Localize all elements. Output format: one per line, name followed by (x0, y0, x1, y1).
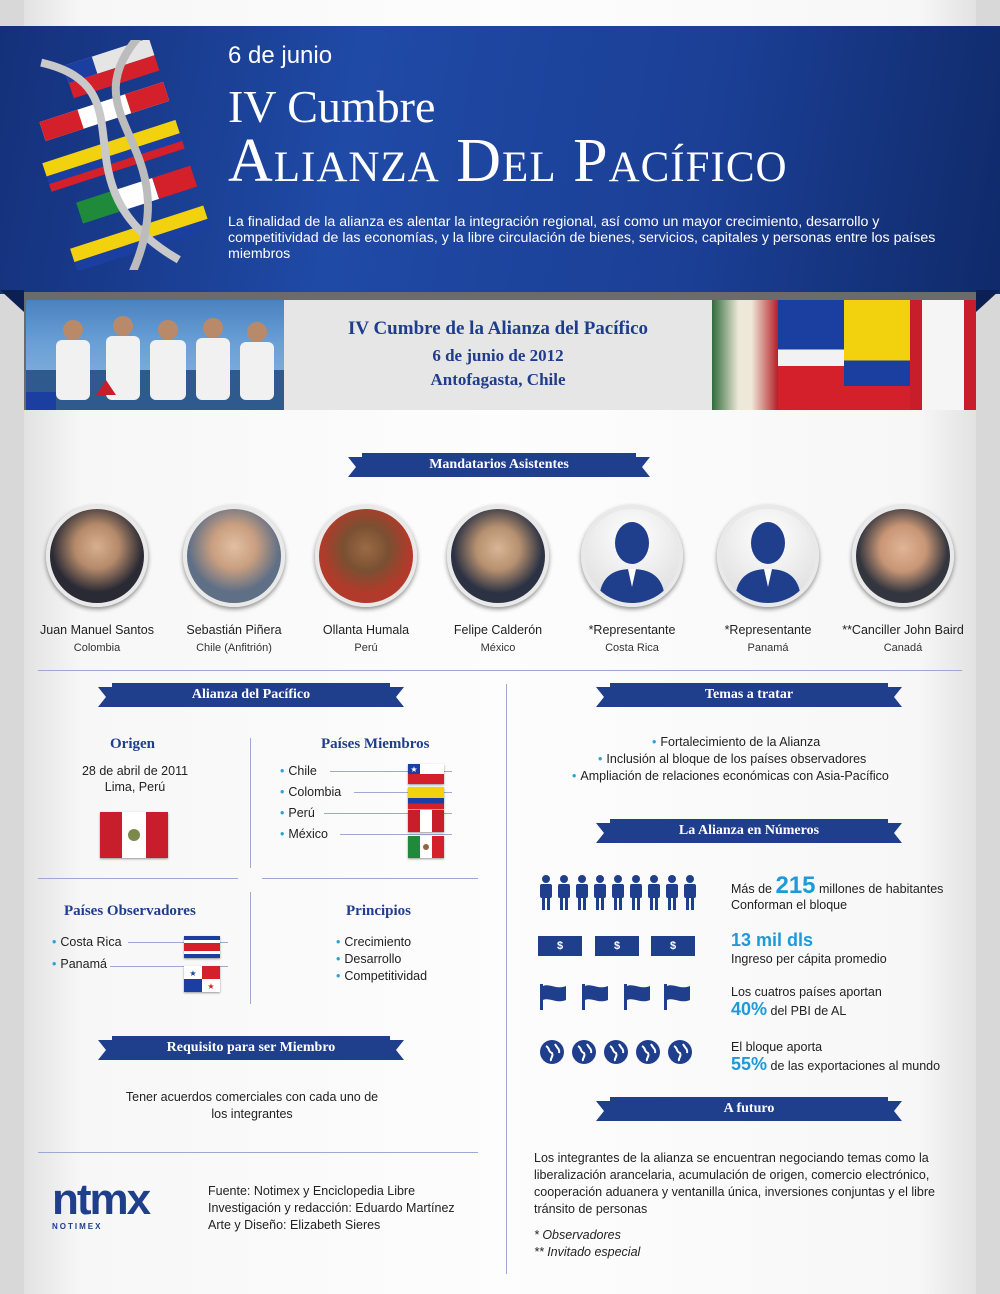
observer-panama: Panamá (60, 957, 107, 971)
member-flags-banner (712, 300, 976, 410)
leader-pinera (169, 505, 299, 654)
member-mexico: México (288, 827, 328, 841)
costa-rica-flag-icon (184, 936, 220, 958)
leader-baird (838, 505, 968, 654)
svg-text:★: ★ (410, 765, 418, 774)
peru-flag-banner (910, 300, 976, 410)
futuro-text: Los integrantes de la alianza se encuentran negociando temas como la liberalización arancelaria, acumulación de origen, comercio electrónico, cooperación aduanera y ventanilla única, inversiones conjuntas y el libre tránsito de personas (534, 1151, 935, 1216)
leader-santos (32, 505, 162, 654)
header-title-line2: Alianza Del Pacífico (228, 127, 788, 195)
leaders-group-photo (26, 300, 284, 410)
leader-line (340, 834, 452, 835)
observer-costa-rica: Costa Rica (60, 935, 122, 949)
origen-title: Origen (110, 736, 155, 752)
leader-humala (301, 505, 431, 654)
peru-flag-small-icon (408, 810, 444, 832)
event-location: Antofagasta, Chile (430, 370, 566, 389)
ribbon-mandatarios: Mandatarios Asistentes (362, 453, 636, 477)
divider (262, 878, 478, 879)
stat3-post: del PBI de AL (770, 1004, 847, 1018)
requisito-line2: los integrantes (211, 1107, 293, 1121)
header-title-line1: IV Cumbre (228, 81, 436, 132)
footer-arte: Arte y Diseño: Elizabeth Sieres (208, 1218, 381, 1232)
peru-flag-icon (100, 812, 168, 858)
person-silhouette-icon (581, 505, 683, 607)
tema: Fortalecimiento de la Alianza (660, 735, 821, 749)
divider (250, 892, 251, 1004)
flag-helix-icon (34, 40, 224, 270)
flag-icons (540, 984, 694, 1010)
list-item: • Competitividad (336, 969, 428, 983)
stat1-post: millones de habitantes (819, 882, 944, 896)
footer-fuente: Fuente: Notimex y Enciclopedia Libre (208, 1184, 416, 1198)
stat1-pre: Más de (731, 882, 772, 896)
note-invitado: ** Invitado especial (534, 1245, 641, 1259)
divider (506, 684, 507, 1274)
footer-investigacion: Investigación y redacción: Eduardo Martínez (208, 1201, 455, 1215)
colombia-flag-banner (844, 300, 910, 410)
mexico-flag-banner (712, 300, 778, 410)
dollar-bill-icon: $ (651, 936, 695, 956)
avatar (46, 505, 148, 607)
list-item: • Chile (280, 764, 317, 778)
population-icons (538, 875, 700, 911)
leader-name: Ollanta Humala (322, 623, 410, 637)
ribbon-temas: Temas a tratar (610, 683, 888, 707)
dollar-bill-icon: $ (538, 936, 582, 956)
stat4-line1: El bloque aporta (731, 1040, 823, 1054)
list-item: • Crecimiento (336, 935, 412, 949)
list-item: • Fortalecimiento de la Alianza (652, 735, 821, 749)
chile-flag-icon (408, 764, 444, 784)
banner-fold-left (0, 290, 24, 312)
stat4-post: de las exportaciones al mundo (770, 1059, 941, 1073)
list-item: • Panamá (52, 957, 107, 971)
header-date: 6 de junio (228, 42, 333, 69)
stat4-row (731, 1054, 940, 1075)
observadores-title: Países Observadores (64, 903, 196, 919)
svg-text:★: ★ (207, 982, 215, 991)
logo-text: ntmx (52, 1175, 150, 1224)
mexico-flag-icon (408, 836, 444, 858)
header-intro: La finalidad de la alianza es alentar la integración regional, así como un mayor crecimiento, desarrollo y competitividad de las economías, y la libre circulación de bienes, servicios, capitales y personas entre los países miembros (228, 214, 936, 262)
divider (38, 1152, 478, 1153)
stat2-line2: Ingreso per cápita promedio (731, 952, 887, 966)
banner-fold-right (976, 290, 1000, 312)
leader-calderon (433, 505, 563, 654)
origen-place: Lima, Perú (104, 780, 166, 794)
tema: Inclusión al bloque de los países observadores (606, 752, 867, 766)
leader-costa-rica (567, 505, 697, 654)
leader-country: Perú (354, 642, 378, 654)
member-colombia: Colombia (288, 785, 342, 799)
requisito-line1: Tener acuerdos comerciales con cada uno de (125, 1090, 379, 1104)
note-observadores: * Observadores (534, 1228, 621, 1242)
svg-text:★: ★ (189, 969, 197, 978)
divider (38, 670, 962, 671)
avatar (315, 505, 417, 607)
stat-population (731, 872, 943, 900)
tema: Ampliación de relaciones económicas con Asia-Pacífico (580, 769, 889, 783)
notimex-logo (52, 1175, 150, 1231)
event-title: IV Cumbre de la Alianza del Pacífico (347, 318, 649, 339)
leader-country: Panamá (747, 642, 789, 654)
globe-icons (540, 1040, 692, 1066)
leader-name: Juan Manuel Santos (40, 623, 154, 637)
panama-flag-icon (184, 966, 220, 992)
event-info-panel (284, 300, 712, 410)
principio: Crecimiento (344, 935, 412, 949)
principio: Desarrollo (344, 952, 402, 966)
leader-panama (703, 505, 833, 654)
member-peru: Perú (288, 806, 315, 820)
ribbon-alianza: Alianza del Pacífico (112, 683, 390, 707)
leader-country: Chile (Anfitrión) (196, 642, 272, 654)
leader-country: Costa Rica (605, 642, 659, 654)
stat1-line2: Conforman el bloque (731, 898, 848, 912)
principio: Competitividad (344, 969, 428, 983)
stat2-value: 13 mil dls (731, 930, 814, 950)
list-item: • Inclusión al bloque de los países observadores (598, 752, 867, 766)
leader-country: México (480, 642, 516, 654)
dollar-bill-icon: $ (595, 936, 639, 956)
leader-name: Sebastián Piñera (186, 623, 282, 637)
avatar (447, 505, 549, 607)
ribbon-futuro: A futuro (610, 1097, 888, 1121)
leader-country: Colombia (73, 642, 121, 654)
stat3-line1: Los cuatros países aportan (731, 985, 882, 999)
leader-name: Felipe Calderón (453, 623, 543, 637)
logo-subtext: NOTIMEX (52, 1222, 103, 1231)
colombia-flag-icon (408, 787, 444, 809)
stat3-row (731, 999, 846, 1020)
list-item: • Ampliación de relaciones económicas con Asia-Pacífico (572, 769, 889, 783)
stat4-value: 55% (731, 1054, 768, 1074)
list-item: • Colombia (280, 785, 342, 799)
list-item: • Perú (280, 806, 315, 820)
ribbon-requisito: Requisito para ser Miembro (112, 1036, 390, 1060)
person-silhouette-icon (717, 505, 819, 607)
chile-flag-banner (778, 300, 844, 410)
leader-country: Canadá (883, 642, 923, 654)
avatar (183, 505, 285, 607)
member-chile: Chile (288, 764, 317, 778)
divider (38, 878, 238, 879)
list-item: • México (280, 827, 328, 841)
leader-name: *Representante (588, 623, 676, 637)
ribbon-numeros: La Alianza en Números (610, 819, 888, 843)
stat1-value: 215 (775, 872, 816, 899)
list-item: • Costa Rica (52, 935, 122, 949)
leader-name: **Canciller John Baird (842, 623, 964, 637)
divider (250, 738, 251, 868)
event-date: 6 de junio de 2012 (432, 346, 564, 365)
group-photo-image (26, 300, 284, 410)
leader-name: *Representante (724, 623, 812, 637)
list-item: • Desarrollo (336, 952, 402, 966)
principios-title: Principios (346, 903, 412, 919)
origen-date: 28 de abril de 2011 (81, 764, 189, 778)
miembros-title: Países Miembros (321, 736, 430, 752)
avatar (852, 505, 954, 607)
stat3-value: 40% (731, 999, 768, 1019)
